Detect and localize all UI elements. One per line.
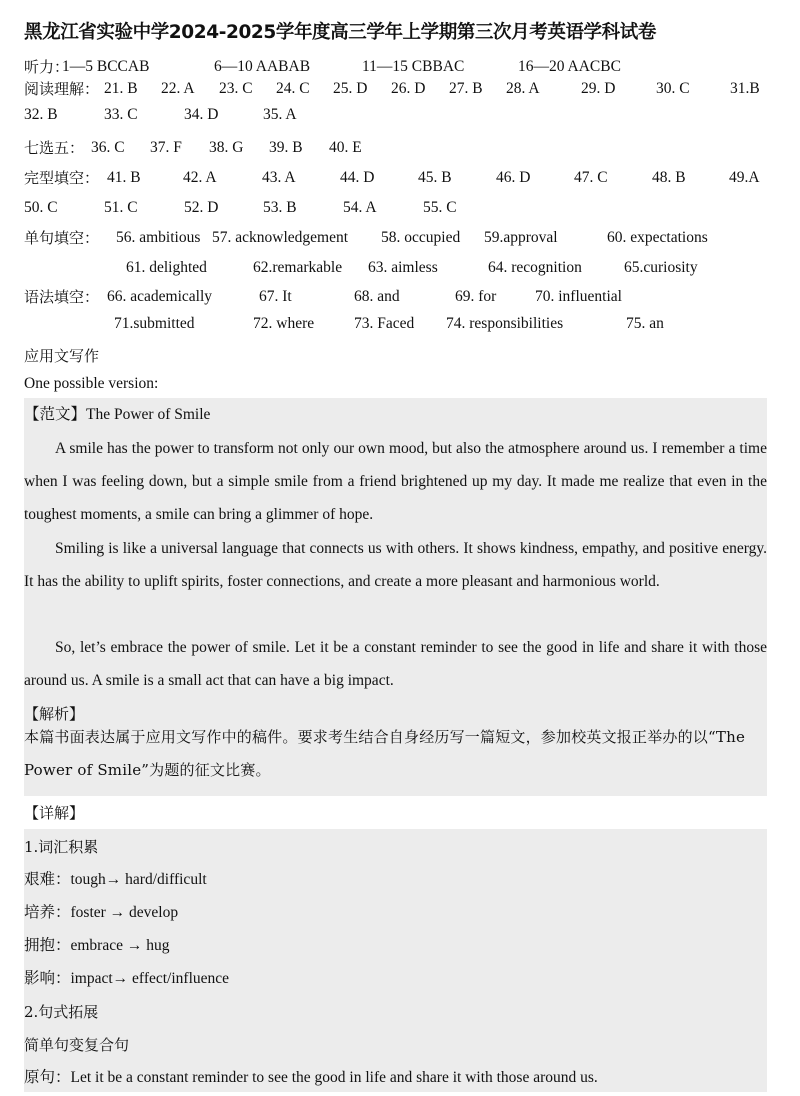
sentence-fill-answer: 57. acknowledgement — [212, 229, 349, 246]
cloze-answer: 41. B — [107, 169, 141, 186]
sentence-fill-answer: 61. delighted — [126, 259, 207, 276]
grammar-fill-answer: 72. where — [253, 315, 315, 332]
cloze-answer: 55. C — [423, 199, 457, 216]
cloze-answer: 46. D — [496, 169, 531, 186]
cloze-answer: 50. C — [24, 199, 58, 216]
cloze-answer: 52. D — [184, 199, 219, 216]
writing-intro: One possible version: — [24, 375, 159, 392]
seven-choose-five-answer: 40. E — [329, 139, 362, 156]
sentence-fill-answer: 56. ambitious — [116, 229, 201, 246]
reading-answer: 34. D — [184, 106, 219, 123]
reading-answer: 24. C — [276, 80, 310, 97]
sentence-fill-answer: 64. recognition — [488, 259, 582, 276]
listening-group: 1—5 BCCAB — [62, 58, 150, 75]
listening-group: 16—20 AACBC — [518, 58, 621, 75]
sentence-fill-answer: 60. expectations — [607, 229, 708, 246]
reading-answer: 23. C — [219, 80, 253, 97]
reading-answer: 31.B — [730, 80, 760, 97]
vocab-heading: 1.词汇积累 — [24, 838, 99, 856]
seven-choose-five-answer: 37. F — [150, 139, 182, 156]
seven-choose-five-answer: 38. G — [209, 139, 244, 156]
grammar-fill-answer: 66. academically — [107, 288, 213, 305]
reading-answer: 27. B — [449, 80, 483, 97]
cloze-answer: 51. C — [104, 199, 138, 216]
sentence-fill-label: 单句填空： — [24, 229, 100, 247]
seven-choose-five-answer: 36. C — [91, 139, 125, 156]
reading-answer: 32. B — [24, 106, 58, 123]
grammar-fill-answer: 68. and — [354, 288, 400, 305]
detail-block — [24, 829, 767, 1092]
pattern-subheading: 简单句变复合句 — [24, 1036, 130, 1054]
reading-answer: 21. B — [104, 80, 138, 97]
essay-paragraph: A smile has the power to transform not only our own mood, but also the atmosphere around us. I remember a time when I was feeling down, but a simple smile from a friend brightened up my day. It made me realize that even in the toughest moments, a smile can bring a glimmer of hope. — [24, 440, 767, 523]
listening-group: 6—10 AABAB — [214, 58, 311, 75]
cloze-answer: 44. D — [340, 169, 375, 186]
reading-answer: 28. A — [506, 80, 540, 97]
pattern-heading: 2.句式拓展 — [24, 1003, 99, 1021]
sentence-fill-answer: 62.remarkable — [253, 259, 343, 276]
grammar-fill-answer: 75. an — [626, 315, 664, 332]
grammar-fill-answer: 69. for — [455, 288, 497, 305]
reading-answer: 22. A — [161, 80, 195, 97]
reading-answer: 33. C — [104, 106, 138, 123]
vocab-item: 影响：impact→ effect/influence — [24, 970, 230, 987]
writing-heading: 应用文写作 — [24, 347, 100, 365]
detail-heading: 【详解】 — [24, 804, 85, 822]
cloze-answer: 48. B — [652, 169, 686, 186]
reading-answer: 30. C — [656, 80, 690, 97]
vocab-item: 拥抱：embrace → hug — [24, 937, 170, 954]
sample-essay-title: 【范文】The Power of Smile — [24, 406, 211, 423]
vocab-item: 艰难：tough→ hard/difficult — [24, 871, 207, 888]
reading-label: 阅读理解： — [24, 80, 100, 98]
essay-paragraph: So, let’s embrace the power of smile. Let it be a constant reminder to see the good in life and share it with those around us. A smile is a small act that can have a big impact. — [24, 639, 767, 689]
page-title: 黑龙江省实验中学2024-2025学年度高三学年上学期第三次月考英语学科试卷 — [24, 22, 656, 43]
reading-answer: 26. D — [391, 80, 426, 97]
seven-choose-five-label: 七选五： — [24, 139, 85, 157]
cloze-label: 完型填空： — [24, 169, 100, 187]
grammar-fill-answer: 70. influential — [535, 288, 622, 305]
listening-label: 听力： — [24, 58, 70, 76]
sentence-fill-answer: 63. aimless — [368, 259, 438, 276]
analysis-heading: 【解析】 — [24, 705, 85, 723]
grammar-fill-answer: 67. It — [259, 288, 292, 305]
original-sentence: 原句：Let it be a constant reminder to see the good in life and share it with those around us. — [24, 1069, 598, 1086]
cloze-answer: 42. A — [183, 169, 217, 186]
seven-choose-five-answer: 39. B — [269, 139, 303, 156]
grammar-fill-answer: 74. responsibilities — [446, 315, 564, 332]
grammar-fill-answer: 71.submitted — [114, 315, 195, 332]
cloze-answer: 49.A — [729, 169, 760, 186]
cloze-answer: 53. B — [263, 199, 297, 216]
cloze-answer: 54. A — [343, 199, 377, 216]
sentence-fill-answer: 58. occupied — [381, 229, 461, 246]
vocab-item: 培养：foster → develop — [24, 904, 179, 921]
cloze-answer: 47. C — [574, 169, 608, 186]
reading-answer: 29. D — [581, 80, 616, 97]
grammar-fill-label: 语法填空： — [24, 288, 100, 306]
essay-paragraph: Smiling is like a universal language that connects us with others. It shows kindness, empathy, and positive energy. It has the ability to uplift spirits, foster connections, and create a more pleasant and harmonious world. — [24, 540, 767, 590]
reading-answer: 25. D — [333, 80, 368, 97]
sentence-fill-answer: 59.approval — [484, 229, 558, 246]
listening-group: 11—15 CBBAC — [362, 58, 465, 75]
cloze-answer: 43. A — [262, 169, 296, 186]
analysis-text: 本篇书面表达属于应用文写作中的稿件。要求考生结合自身经历写一篇短文，参加校英文报正举办的以“The Power of Smile”为题的征文比赛。 — [24, 728, 746, 779]
grammar-fill-answer: 73. Faced — [354, 315, 415, 332]
cloze-answer: 45. B — [418, 169, 452, 186]
sentence-fill-answer: 65.curiosity — [624, 259, 698, 276]
reading-answer: 35. A — [263, 106, 297, 123]
